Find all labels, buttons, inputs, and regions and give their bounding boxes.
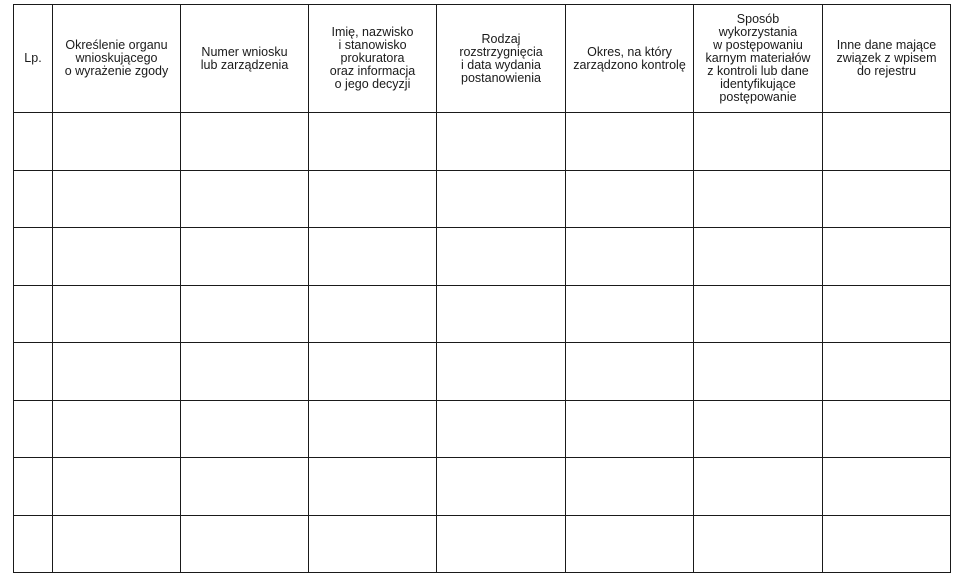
table-cell xyxy=(53,113,181,171)
table-row xyxy=(14,170,951,228)
table-cell xyxy=(694,343,823,401)
table-cell xyxy=(566,343,694,401)
table-cell xyxy=(823,458,951,516)
table-cell xyxy=(694,285,823,343)
header-requesting-authority-label: Określenie organu wnioskującego o wyrażenie zgody xyxy=(64,38,169,78)
table-cell xyxy=(181,113,309,171)
table-cell xyxy=(823,515,951,573)
table-cell xyxy=(566,400,694,458)
table-cell xyxy=(566,113,694,171)
table-cell xyxy=(823,170,951,228)
table-cell xyxy=(437,400,566,458)
header-lp-label: Lp. xyxy=(24,51,42,65)
header-control-period xyxy=(566,5,694,113)
table-cell xyxy=(437,285,566,343)
table-cell xyxy=(53,170,181,228)
table-row xyxy=(14,515,951,573)
table-cell xyxy=(14,113,53,171)
table-cell xyxy=(181,285,309,343)
table-cell xyxy=(694,515,823,573)
header-prosecutor-label: Imię, nazwisko i stanowisko prokuratora oraz informacja o jego decyzji xyxy=(329,25,416,91)
table-cell xyxy=(566,515,694,573)
table-row xyxy=(14,400,951,458)
header-decision-type xyxy=(437,5,566,113)
table-cell xyxy=(694,228,823,286)
header-decision-type-label: Rodzaj rozstrzygnięcia i data wydania postanowienia xyxy=(459,31,543,85)
table-row xyxy=(14,285,951,343)
table-cell xyxy=(694,458,823,516)
table-cell xyxy=(14,228,53,286)
header-row xyxy=(14,5,951,113)
table-cell xyxy=(437,515,566,573)
table-row xyxy=(14,458,951,516)
table-cell xyxy=(823,285,951,343)
table-cell xyxy=(566,458,694,516)
header-control-period-label: Okres, na który zarządzono kontrolę xyxy=(573,44,686,72)
table-cell xyxy=(309,400,437,458)
table-cell xyxy=(823,400,951,458)
table-cell xyxy=(437,228,566,286)
table-cell xyxy=(309,113,437,171)
table-cell xyxy=(823,343,951,401)
header-other-data xyxy=(823,5,951,113)
table-cell xyxy=(181,170,309,228)
table-cell xyxy=(14,458,53,516)
table-row xyxy=(14,228,951,286)
table-cell xyxy=(14,170,53,228)
table-cell xyxy=(566,228,694,286)
table-cell xyxy=(181,458,309,516)
table-row xyxy=(14,343,951,401)
table-cell xyxy=(181,228,309,286)
table-cell xyxy=(823,113,951,171)
table-cell xyxy=(309,343,437,401)
table-cell xyxy=(53,458,181,516)
register-table xyxy=(13,4,951,573)
header-request-number xyxy=(181,5,309,113)
header-lp xyxy=(14,5,53,113)
header-other-data-label: Inne dane mające związek z wpisem do rejestru xyxy=(836,38,937,78)
table-cell xyxy=(309,515,437,573)
table-cell xyxy=(694,400,823,458)
table-cell xyxy=(309,170,437,228)
table-cell xyxy=(309,458,437,516)
table-cell xyxy=(694,170,823,228)
table-cell xyxy=(694,113,823,171)
header-requesting-authority xyxy=(53,5,181,113)
header-material-usage xyxy=(694,5,823,113)
table-cell xyxy=(181,515,309,573)
table-cell xyxy=(437,170,566,228)
table-cell xyxy=(53,285,181,343)
table-row xyxy=(14,113,951,171)
table-cell xyxy=(309,228,437,286)
header-prosecutor xyxy=(309,5,437,113)
table-cell xyxy=(566,170,694,228)
table-cell xyxy=(181,343,309,401)
table-cell xyxy=(823,228,951,286)
table-cell xyxy=(14,343,53,401)
table-cell xyxy=(14,515,53,573)
table-cell xyxy=(53,400,181,458)
table-cell xyxy=(437,458,566,516)
table-cell xyxy=(14,285,53,343)
table-cell xyxy=(437,113,566,171)
table-cell xyxy=(437,343,566,401)
table-cell xyxy=(14,400,53,458)
header-material-usage-label: Sposób wykorzystania w postępowaniu karnym materiałów z kontroli lub dane identyfikujące postępowanie xyxy=(705,12,811,104)
header-request-number-label: Numer wniosku lub zarządzenia xyxy=(200,44,289,72)
table-cell xyxy=(566,285,694,343)
table-cell xyxy=(181,400,309,458)
table-cell xyxy=(309,285,437,343)
table-cell xyxy=(53,515,181,573)
table-cell xyxy=(53,343,181,401)
table-cell xyxy=(53,228,181,286)
